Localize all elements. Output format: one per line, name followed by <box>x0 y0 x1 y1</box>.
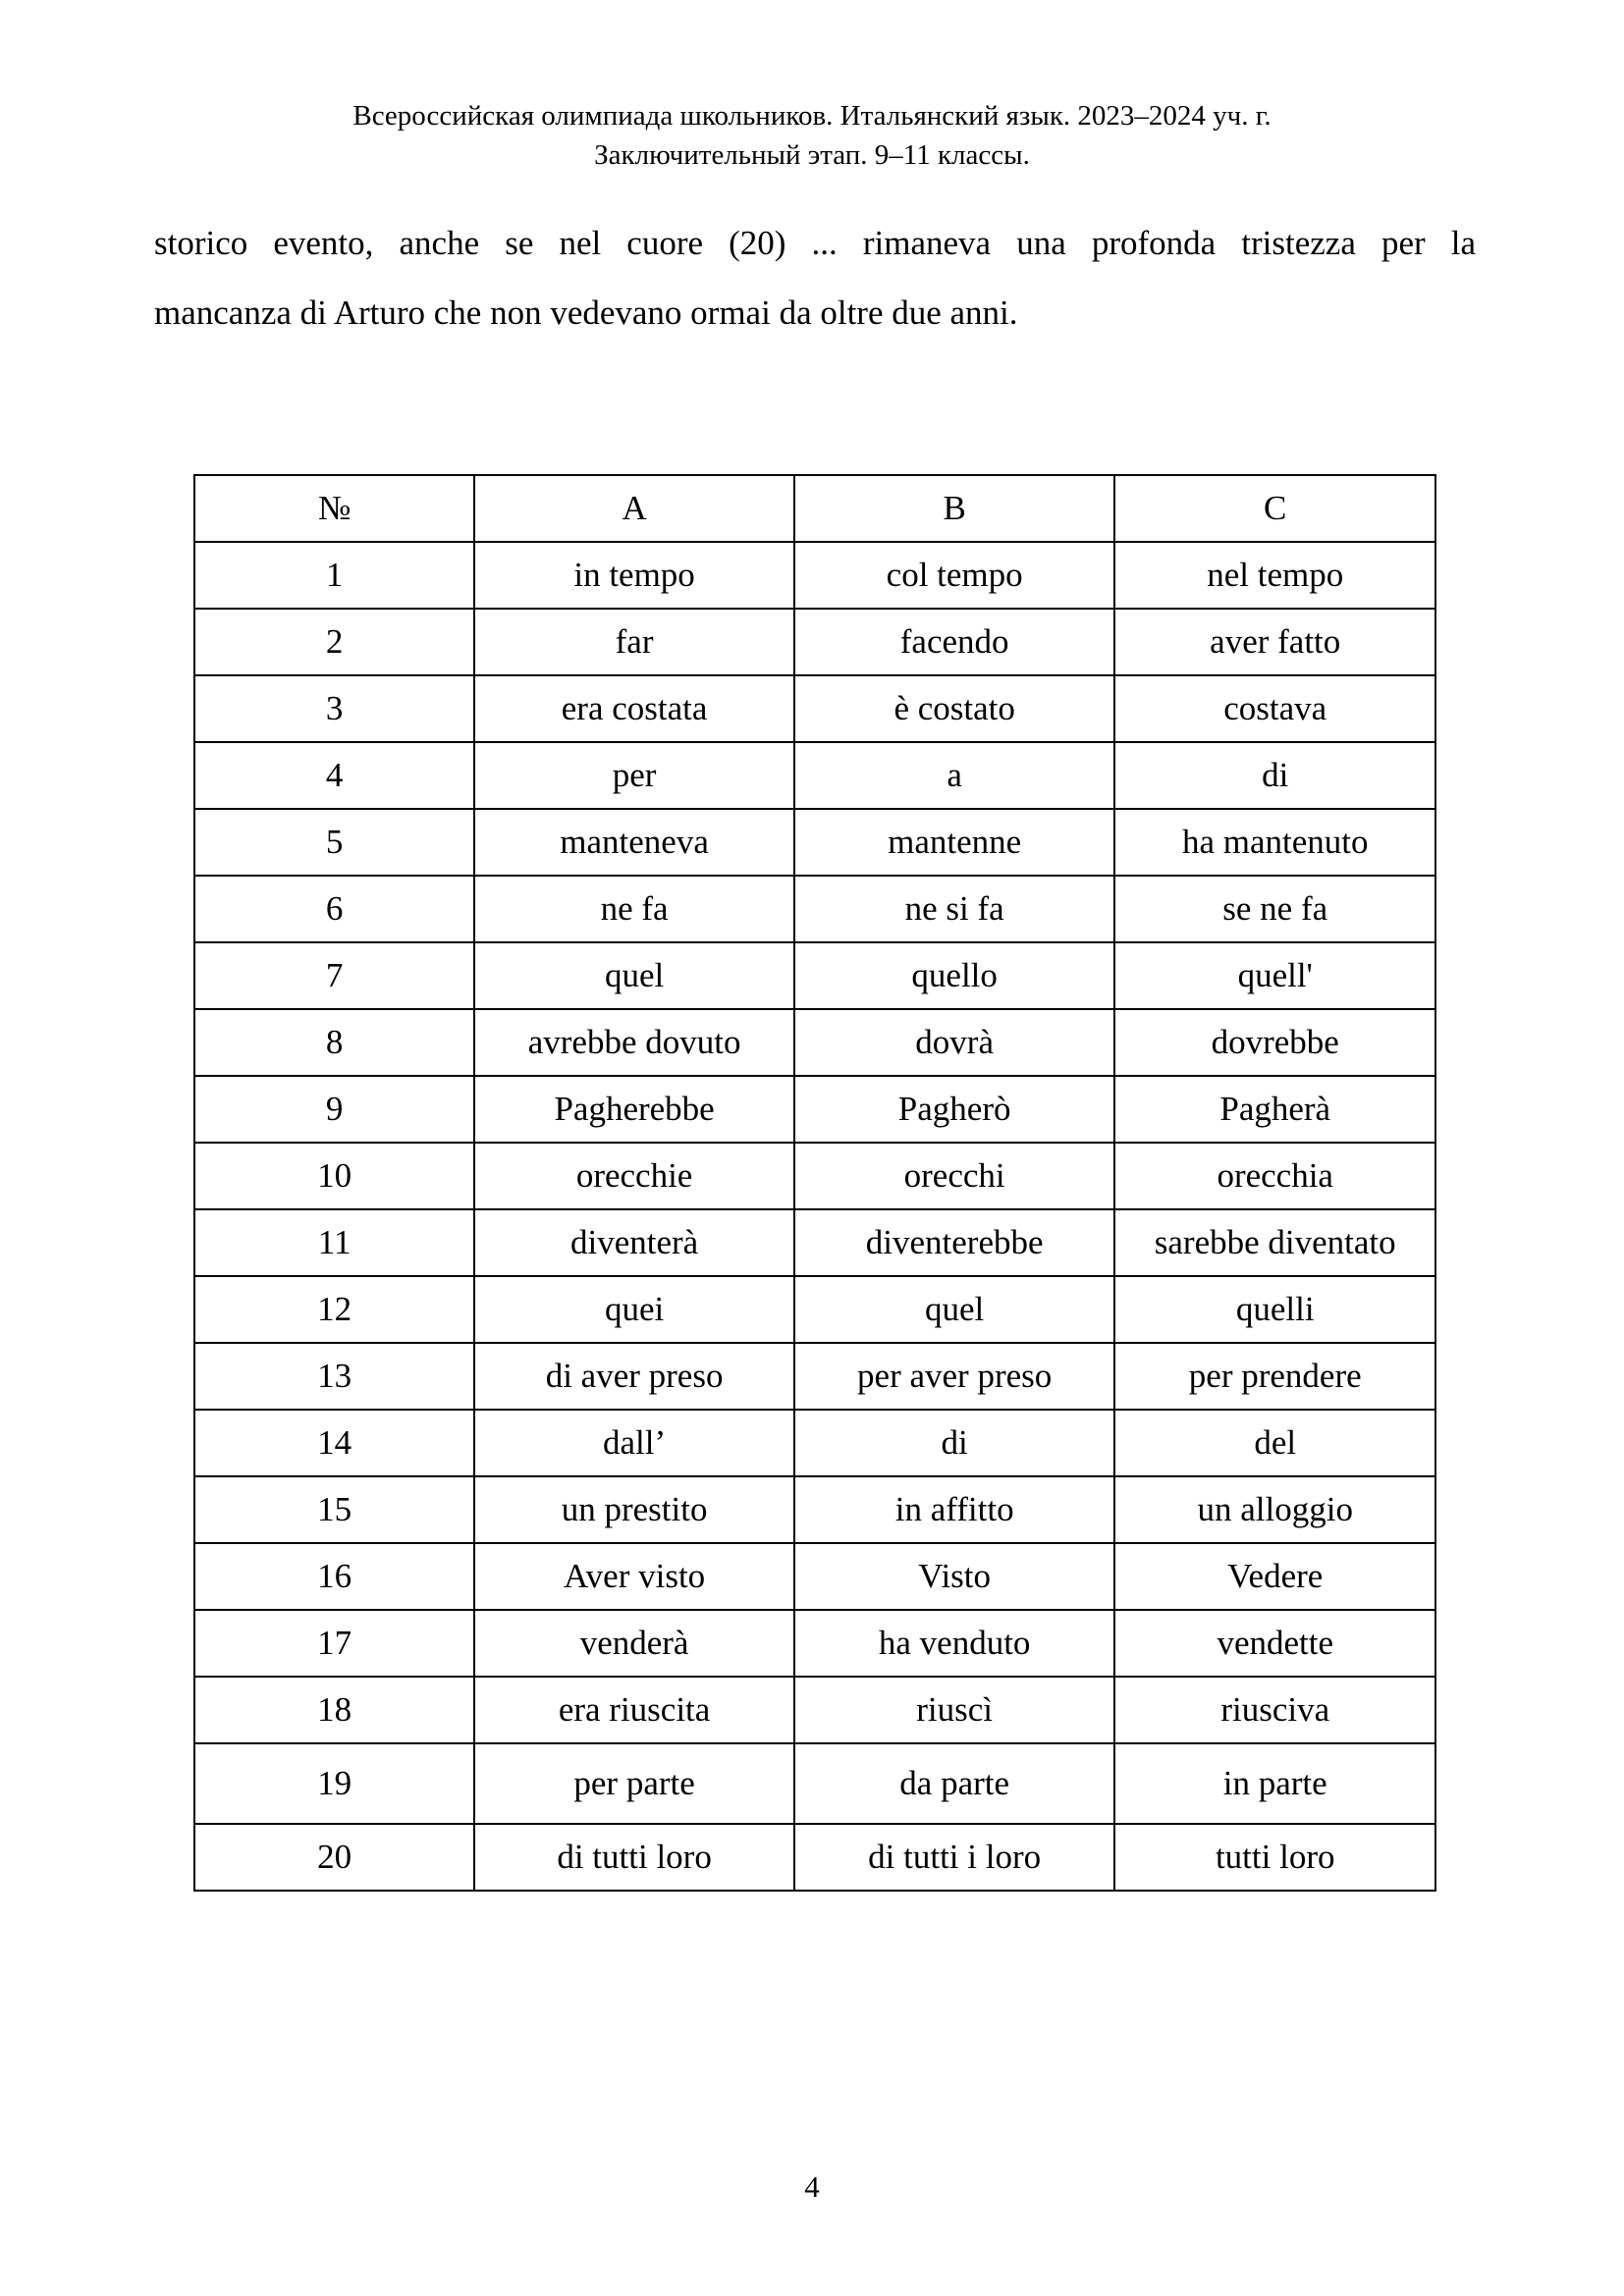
table-row <box>194 1276 1435 1343</box>
option-b: Pagherò <box>794 1076 1115 1143</box>
row-number: 18 <box>194 1677 474 1743</box>
option-b: quello <box>794 942 1115 1009</box>
row-number: 4 <box>194 742 474 809</box>
table-header-row <box>194 475 1435 542</box>
option-a: di tutti loro <box>474 1824 794 1891</box>
option-c: Vedere <box>1114 1543 1435 1610</box>
option-c: riusciva <box>1114 1677 1435 1743</box>
option-a: in tempo <box>474 542 794 609</box>
row-number: 16 <box>194 1543 474 1610</box>
option-a: Pagherebbe <box>474 1076 794 1143</box>
table-row <box>194 1824 1435 1891</box>
table-row <box>194 1677 1435 1743</box>
row-number: 11 <box>194 1209 474 1276</box>
option-a: era costata <box>474 675 794 742</box>
row-number: 14 <box>194 1410 474 1476</box>
option-b: col tempo <box>794 542 1115 609</box>
table-row <box>194 1410 1435 1476</box>
table-row <box>194 809 1435 876</box>
row-number: 5 <box>194 809 474 876</box>
option-c: per prendere <box>1114 1343 1435 1410</box>
option-c: sarebbe diventato <box>1114 1209 1435 1276</box>
option-b: dovrà <box>794 1009 1115 1076</box>
option-a: per <box>474 742 794 809</box>
row-number: 8 <box>194 1009 474 1076</box>
option-c: quelli <box>1114 1276 1435 1343</box>
option-c: di <box>1114 742 1435 809</box>
option-a: avrebbe dovuto <box>474 1009 794 1076</box>
option-a: di aver preso <box>474 1343 794 1410</box>
row-number: 17 <box>194 1610 474 1677</box>
table-row <box>194 1610 1435 1677</box>
table-row <box>194 1476 1435 1543</box>
table-row <box>194 1076 1435 1143</box>
option-c: orecchia <box>1114 1143 1435 1209</box>
row-number: 19 <box>194 1743 474 1824</box>
table-row <box>194 1743 1435 1824</box>
option-b: da parte <box>794 1743 1115 1824</box>
table-row <box>194 742 1435 809</box>
option-a: ne fa <box>474 876 794 942</box>
row-number: 10 <box>194 1143 474 1209</box>
table-row <box>194 1143 1435 1209</box>
option-b: riuscì <box>794 1677 1115 1743</box>
option-a: era riuscita <box>474 1677 794 1743</box>
table-row <box>194 1343 1435 1410</box>
header-option-c: C <box>1114 475 1435 542</box>
option-b: è costato <box>794 675 1115 742</box>
option-b: di tutti i loro <box>794 1824 1115 1891</box>
option-b: quel <box>794 1276 1115 1343</box>
option-b: ha venduto <box>794 1610 1115 1677</box>
option-c: in parte <box>1114 1743 1435 1824</box>
option-b: Visto <box>794 1543 1115 1610</box>
row-number: 6 <box>194 876 474 942</box>
answer-options-table <box>193 474 1436 1892</box>
table-row <box>194 876 1435 942</box>
option-a: venderà <box>474 1610 794 1677</box>
page-header <box>0 96 1624 175</box>
row-number: 2 <box>194 609 474 675</box>
row-number: 7 <box>194 942 474 1009</box>
table-row <box>194 542 1435 609</box>
header-option-b: B <box>794 475 1115 542</box>
option-c: nel tempo <box>1114 542 1435 609</box>
option-b: diventerebbe <box>794 1209 1115 1276</box>
table-row <box>194 609 1435 675</box>
option-a: orecchie <box>474 1143 794 1209</box>
option-a: diventerà <box>474 1209 794 1276</box>
option-b: in affitto <box>794 1476 1115 1543</box>
option-c: aver fatto <box>1114 609 1435 675</box>
option-a: per parte <box>474 1743 794 1824</box>
table-row <box>194 1209 1435 1276</box>
option-c: costava <box>1114 675 1435 742</box>
option-c: del <box>1114 1410 1435 1476</box>
option-a: un prestito <box>474 1476 794 1543</box>
option-b: ne si fa <box>794 876 1115 942</box>
table-row <box>194 675 1435 742</box>
table-row <box>194 942 1435 1009</box>
row-number: 9 <box>194 1076 474 1143</box>
option-b: per aver preso <box>794 1343 1115 1410</box>
paragraph-line-2: mancanza di Arturo che non vedevano ormai da oltre due anni. <box>154 294 1018 332</box>
option-c: se ne fa <box>1114 876 1435 942</box>
option-c: tutti loro <box>1114 1824 1435 1891</box>
table-row <box>194 1543 1435 1610</box>
header-option-a: A <box>474 475 794 542</box>
option-b: mantenne <box>794 809 1115 876</box>
paragraph-line-1: storico evento, anche se nel cuore (20) ... rimaneva una profonda tristezza per la <box>154 224 1476 262</box>
option-a: dall’ <box>474 1410 794 1476</box>
option-a: quel <box>474 942 794 1009</box>
row-number: 13 <box>194 1343 474 1410</box>
page-number: 4 <box>804 2169 820 2204</box>
option-a: quei <box>474 1276 794 1343</box>
option-c: vendette <box>1114 1610 1435 1677</box>
header-line-1: Всероссийская олимпиада школьников. Итальянский язык. 2023–2024 уч. г. <box>352 100 1272 132</box>
row-number: 3 <box>194 675 474 742</box>
body-paragraph <box>154 208 1476 347</box>
option-b: di <box>794 1410 1115 1476</box>
option-b: facendo <box>794 609 1115 675</box>
option-a: Aver visto <box>474 1543 794 1610</box>
row-number: 20 <box>194 1824 474 1891</box>
option-a: manteneva <box>474 809 794 876</box>
option-c: dovrebbe <box>1114 1009 1435 1076</box>
option-c: quell' <box>1114 942 1435 1009</box>
header-number: № <box>194 475 474 542</box>
option-b: orecchi <box>794 1143 1115 1209</box>
row-number: 1 <box>194 542 474 609</box>
table-row <box>194 1009 1435 1076</box>
row-number: 15 <box>194 1476 474 1543</box>
option-c: Pagherà <box>1114 1076 1435 1143</box>
option-b: a <box>794 742 1115 809</box>
option-a: far <box>474 609 794 675</box>
table-body <box>194 542 1435 1891</box>
header-line-2: Заключительный этап. 9–11 классы. <box>594 139 1030 171</box>
option-c: ha mantenuto <box>1114 809 1435 876</box>
option-c: un alloggio <box>1114 1476 1435 1543</box>
row-number: 12 <box>194 1276 474 1343</box>
